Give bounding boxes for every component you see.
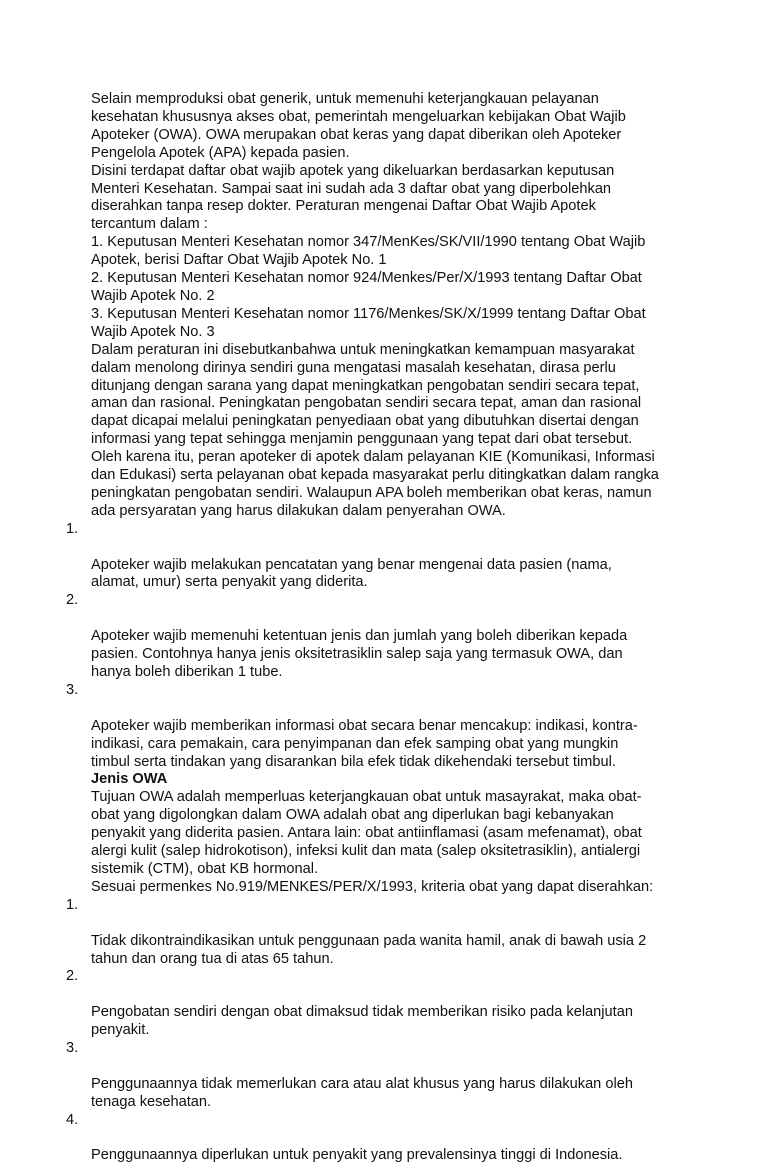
list-item [66, 968, 691, 1040]
list-item-text: Apoteker wajib memenuhi ketentuan jenis dan jumlah yang boleh diberikan kepada pasien. Contohnya hanya jenis oksitetrasiklin salep saja yang termasuk OWA, dan hanya boleh diberikan 1 tube. [91, 628, 628, 680]
list-item-text: Penggunaannya tidak memerlukan cara atau alat khusus yang harus dilakukan oleh tenaga kesehatan. [91, 1075, 633, 1110]
regulation-item: 2. Keputusan Menteri Kesehatan nomor 924/Menkes/Per/X/1993 tentang Daftar Obat Wajib Apotek No. 2 [91, 270, 642, 304]
list-item-number: 3. [66, 1040, 79, 1057]
list-item-text: Apoteker wajib melakukan pencatatan yang benar mengenai data pasien (nama, alamat, umur) serta penyakit yang diderita. [91, 556, 612, 591]
list-item-text: Penggunaannya diperlukan untuk penyakit yang prevalensinya tinggi di Indonesia. [91, 1147, 623, 1164]
criteria-list [66, 896, 691, 1165]
list-item [66, 1111, 691, 1165]
section-paragraph: Tujuan OWA adalah memperluas keterjangkauan obat untuk masayrakat, maka obat- obat yang digolongkan dalam OWA adalah obat ang diperlukan bagi kebanyakan penyakit yang diderita pasien. Antara lain: obat antiinflamasi (asam mefenamat), obat alergi kulit (salep hidrokotison), infeksi kulit dan mata (salep oksitetrasiklin), antialergi sistemik (CTM), obat KB hormonal. [91, 789, 642, 877]
list-item-text: Apoteker wajib memberikan informasi obat secara benar mencakup: indikasi, kontra- indikasi, cara pemakain, cara penyimpanan dan efek samping obat yang mungkin timbul serta tindakan yang disarankan bila efek tidak dikehendaki tersebut timbul. [91, 717, 638, 770]
section-heading: Jenis OWA [91, 771, 168, 788]
list-item [66, 592, 691, 682]
regulation-item: 1. Keputusan Menteri Kesehatan nomor 347/MenKes/SK/VII/1990 tentang Obat Wajib Apotek, berisi Daftar Obat Wajib Apotek No. 1 [91, 234, 646, 269]
list-item-number: 1. [66, 520, 79, 537]
list-item-number: 3. [66, 681, 79, 698]
list-item-number: 2. [66, 592, 79, 609]
list-item [66, 681, 691, 772]
intro-paragraph: Dalam peraturan ini disebutkanbahwa untuk meningkatkan kemampuan masyarakat dalam menolong dirinya sendiri guna mengatasi masalah kesehatan, dirasa perlu ditunjang dengan sarana yang dapat meningkatkan pengobatan sendiri secara tepat, aman dan rasional. Peningkatan pengobatan sendiri secara tepat, aman dan rasional dapat dicapai melalui peningkatan penyediaan obat yang dibutuhkan disertai dengan informasi yang tepat sehingga menjamin penggunaan yang tepat dari obat tersebut. Oleh karena itu, peran apoteker di apotek dalam pelayanan KIE (Komunikasi, Informasi dan Edukasi) serta pelayanan obat kepada masyarakat perlu ditingkatkan dalam rangka peningkatan pengobatan sendiri. Walaupun APA boleh memberikan obat keras, namun ada persyaratan yang harus dilakukan dalam penyerahan OWA. [91, 341, 659, 519]
document-page [66, 91, 691, 1165]
list-item [66, 1040, 691, 1112]
regulation-item: 3. Keputusan Menteri Kesehatan nomor 1176/Menkes/SK/X/1999 tentang Daftar Obat Wajib Apotek No. 3 [91, 305, 646, 340]
list-item-text: Pengobatan sendiri dengan obat dimaksud tidak memberikan risiko pada kelanjutan penyakit. [91, 1004, 633, 1039]
list-item-number: 4. [66, 1111, 79, 1128]
section-paragraph: Sesuai permenkes No.919/MENKES/PER/X/1993, kriteria obat yang dapat diserahkan: [91, 878, 654, 895]
list-item [66, 896, 691, 969]
list-item-text: Tidak dikontraindikasikan untuk penggunaan pada wanita hamil, anak di bawah usia 2 tahun dan orang tua di atas 65 tahun. [91, 932, 647, 967]
intro-paragraph: Selain memproduksi obat generik, untuk memenuhi keterjangkauan pelayanan kesehatan khususnya akses obat, pemerintah mengeluarkan kebijakan Obat Wajib Apoteker (OWA). OWA merupakan obat keras yang dapat diberikan oleh Apoteker Pengelola Apotek (APA) kepada pasien. [91, 91, 626, 161]
list-item-number: 1. [66, 896, 79, 913]
list-item-number: 2. [66, 968, 79, 985]
intro-paragraph: Disini terdapat daftar obat wajib apotek yang dikeluarkan berdasarkan keputusan Menteri Kesehatan. Sampai saat ini sudah ada 3 daftar obat yang diperbolehkan diserahkan tanpa resep dokter. Peraturan mengenai Daftar Obat Wajib Apotek tercantum dalam : [91, 162, 615, 233]
list-item [66, 520, 691, 593]
requirements-list [66, 520, 691, 772]
